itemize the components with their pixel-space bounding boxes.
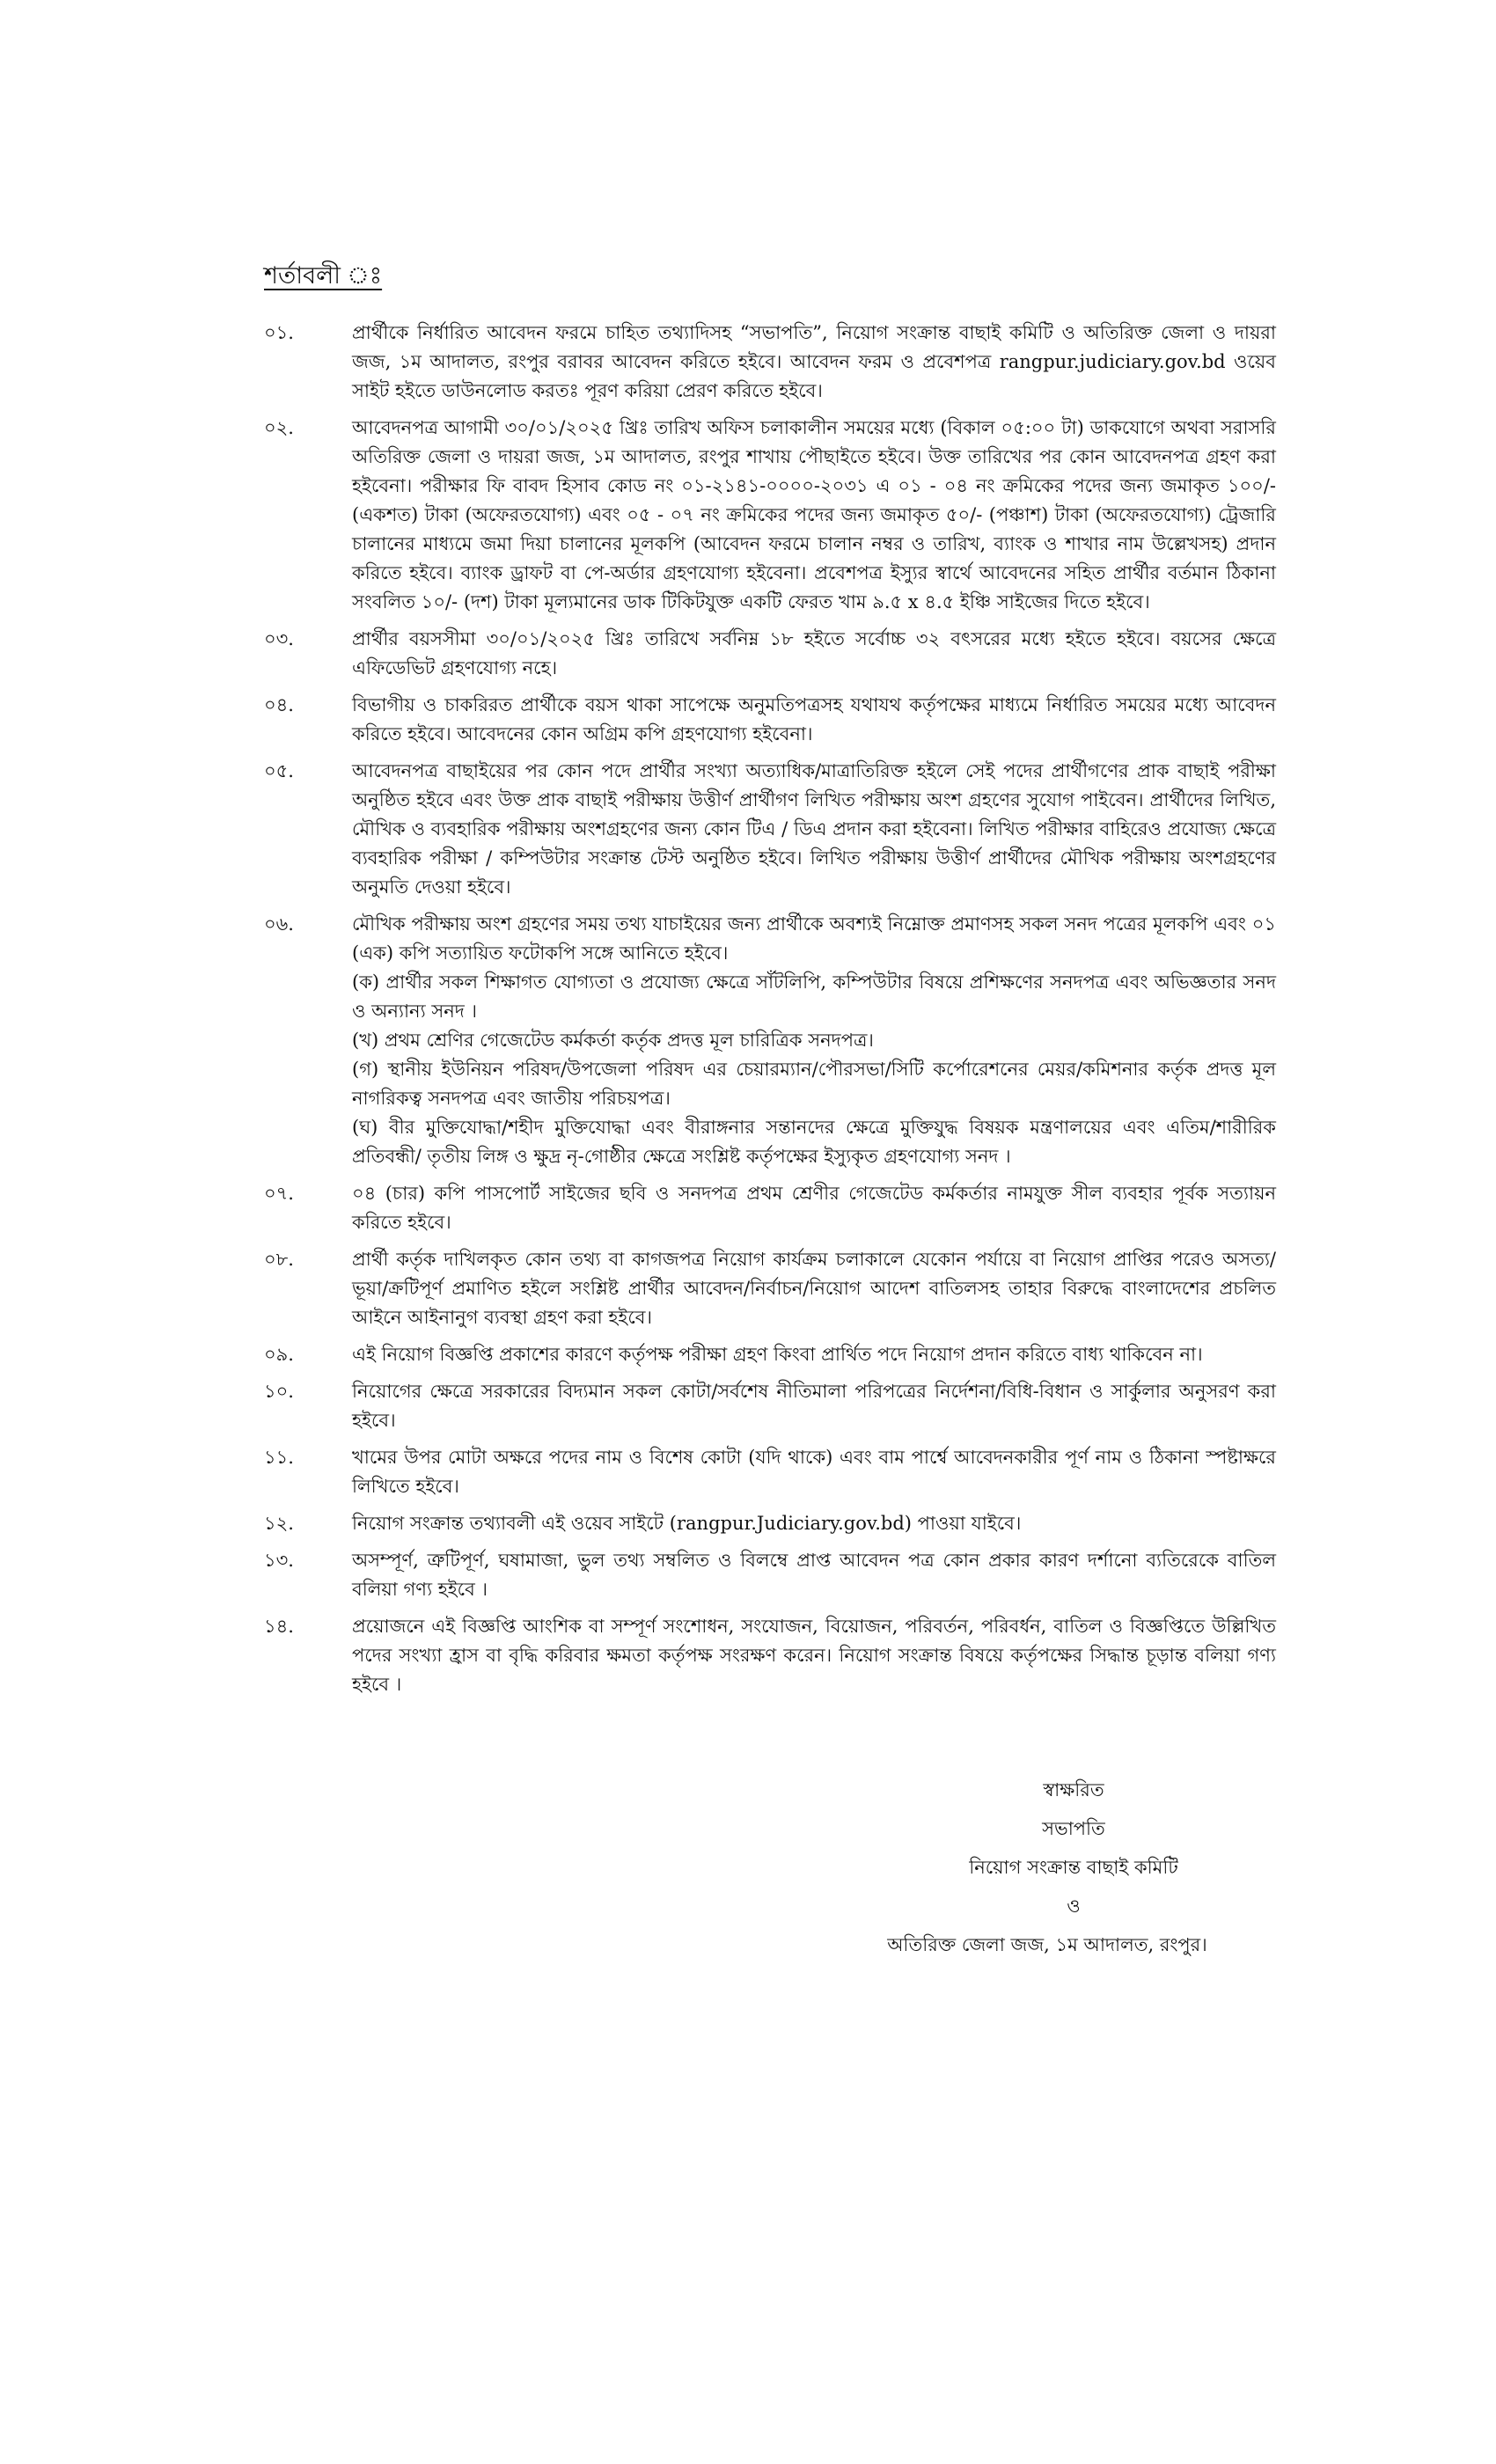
clause-09 bbox=[264, 1340, 1276, 1369]
clause-number: ০১. bbox=[264, 322, 294, 343]
clause-11 bbox=[264, 1443, 1276, 1501]
clause-number: ১১. bbox=[264, 1447, 294, 1468]
clause-04 bbox=[264, 691, 1276, 749]
clause-text: এই নিয়োগ বিজ্ঞপ্তি প্রকাশের কারণে কর্তৃপক্ষ পরীক্ষা গ্রহণ কিংবা প্রার্থিত পদে নিয়োগ প্রদান করিতে বাধ্য থাকিবেন না। bbox=[352, 1344, 1203, 1365]
clause-06 bbox=[264, 910, 1276, 1171]
signatory-conjunction: ও bbox=[1067, 1896, 1081, 1917]
clause-text: নিয়োগের ক্ষেত্রে সরকারের বিদ্যমান সকল কোটা/সর্বশেষ নীতিমালা পরিপত্রের নির্দেশনা/বিধি-বিধান ও সার্কুলার অনুসরণ করা হইবে। bbox=[352, 1381, 1276, 1431]
clause-body-group bbox=[352, 910, 1276, 1171]
clause-text: খামের উপর মোটা অক্ষরে পদের নাম ও বিশেষ কোটা (যদি থাকে) এবং বাম পার্শ্বে আবেদনকারীর পূর্ণ নাম ও ঠিকানা স্পষ্টাক্ষরে লিখিতে হইবে। bbox=[352, 1447, 1276, 1497]
clause-text: বিভাগীয় ও চাকরিরত প্রার্থীকে বয়স থাকা সাপেক্ষে অনুমতিপত্রসহ যথাযথ কর্তৃপক্ষের মাধ্যমে নির্ধারিত সময়ের মধ্যে আবেদন করিতে হইবে। আবেদনের কোন অগ্রিম কপি গ্রহণযোগ্য হইবেনা। bbox=[352, 694, 1276, 744]
clause-text: প্রার্থী কর্তৃক দাখিলকৃত কোন তথ্য বা কাগজপত্র নিয়োগ কার্যক্রম চলাকালে যেকোন পর্যায়ে বা নিয়োগ প্রাপ্তির পরেও অসত্য/ভূয়া/ক্রটিপূর্ণ প্রমাণিত হইলে সংশ্লিষ্ট প্রার্থীর আবেদন/নির্বাচন/নিয়োগ আদেশ বাতিলসহ তাহার বিরুদ্ধে বাংলাদেশের প্রচলিত আইনে আইনানুগ ব্যবস্থা গ্রহণ করা হইবে। bbox=[352, 1249, 1276, 1328]
signed-label: স্বাক্ষরিত bbox=[1043, 1779, 1104, 1800]
clause-02 bbox=[264, 414, 1276, 617]
conditions-heading: শর্তাবলী ঃ bbox=[264, 262, 383, 290]
clause-number: ০২. bbox=[264, 417, 294, 438]
clause-03 bbox=[264, 625, 1276, 683]
clause-number: ০৭. bbox=[264, 1183, 294, 1204]
clause-text: আবেদনপত্র বাছাইয়ের পর কোন পদে প্রার্থীর সংখ্যা অত্যাধিক/মাত্রাতিরিক্ত হইলে সেই পদের প্রার্থীগণের প্রাক বাছাই পরীক্ষা অনুষ্ঠিত হইবে এবং উক্ত প্রাক বাছাই পরীক্ষায় উত্তীর্ণ প্রার্থীগণ লিখিত পরীক্ষায় অংশ গ্রহণের সুযোগ পাইবেন। প্রার্থীদের লিখিত, মৌখিক ও ব্যবহারিক পরীক্ষায় অংশগ্রহণের জন্য কোন টিএ / ডিএ প্রদান করা হইবেনা। লিখিত পরীক্ষার বাহিরেও প্রযোজ্য ক্ষেত্রে ব্যবহারিক পরীক্ষা / কম্পিউটার সংক্রান্ত টেস্ট অনুষ্ঠিত হইবে। লিখিত পরীক্ষায় উত্তীর্ণ প্রার্থীদের মৌখিক পরীক্ষায় অংশগ্রহণের অনুমতি দেওয়া হইবে। bbox=[352, 760, 1276, 898]
clause-text: নিয়োগ সংক্রান্ত তথ্যাবলী এই ওয়েব সাইটে (rangpur.Judiciary.gov.bd) পাওয়া যাইবে। bbox=[352, 1513, 1022, 1534]
clause-number: ০৩. bbox=[264, 628, 294, 649]
clause-text: প্রার্থীর বয়সসীমা ৩০/০১/২০২৫ খ্রিঃ তারিখে সর্বনিম্ন ১৮ হইতে সর্বোচ্চ ৩২ বৎসরের মধ্যে হইতে হইবে। বয়সের ক্ষেত্রে এফিডেভিট গ্রহণযোগ্য নহে। bbox=[352, 628, 1276, 678]
clause-sub-item-gha: (ঘ) বীর মুক্তিযোদ্ধা/শহীদ মুক্তিযোদ্ধা এবং বীরাঙ্গনার সন্তানদের ক্ষেত্রে মুক্তিযুদ্ধ বিষয়ক মন্ত্রণালয়ের এবং এতিম/শারীরিক প্রতিবন্ধী/ তৃতীয় লিঙ্গ ও ক্ষুদ্র নৃ-গোষ্ঠীর ক্ষেত্রে সংশ্লিষ্ট কর্তৃপক্ষের ইস্যুকৃত গ্রহণযোগ্য সনদ । bbox=[352, 1117, 1276, 1167]
clause-sub-item-ga: (গ) স্থানীয় ইউনিয়ন পরিষদ/উপজেলা পরিষদ এর চেয়ারম্যান/পৌরসভা/সিটি কর্পোরেশনের মেয়র/কমিশনার কর্তৃক প্রদত্ত মূল নাগরিকত্ব সনদপত্র এবং জাতীয় পরিচয়পত্র। bbox=[352, 1059, 1276, 1109]
signatory-committee: নিয়োগ সংক্রান্ত বাছাই কমিটি bbox=[969, 1857, 1178, 1878]
clause-07 bbox=[264, 1179, 1276, 1237]
clause-text: প্রয়োজনে এই বিজ্ঞপ্তি আংশিক বা সম্পূর্ণ সংশোধন, সংযোজন, বিয়োজন, পরিবর্তন, পরিবর্ধন, বাতিল ও বিজ্ঞপ্তিতে উল্লিখিত পদের সংখ্যা হ্রাস বা বৃদ্ধি করিবার ক্ষমতা কর্তৃপক্ষ সংরক্ষণ করেন। নিয়োগ সংক্রান্ত বিষয়ে কর্তৃপক্ষের সিদ্ধান্ত চূড়ান্ত বলিয়া গণ্য হইবে । bbox=[352, 1616, 1276, 1695]
clause-text: আবেদনপত্র আগামী ৩০/০১/২০২৫ খ্রিঃ তারিখ অফিস চলাকালীন সময়ের মধ্যে (বিকাল ০৫:০০ টা) ডাকযোগে অথবা সরাসরি অতিরিক্ত জেলা ও দায়রা জজ, ১ম আদালত, রংপুর শাখায় পৌছাইতে হইবে। উক্ত তারিখের পর কোন আবেদনপত্র গ্রহণ করা হইবেনা। পরীক্ষার ফি বাবদ হিসাব কোড নং ০১-২১৪১-০০০০-২০৩১ এ ০১ - ০৪ নং ক্রমিকের পদের জন্য জমাকৃত ১০০/- (একশত) টাকা (অফেরতযোগ্য) এবং ০৫ - ০৭ নং ক্রমিকের পদের জন্য জমাকৃত ৫০/- (পঞ্চাশ) টাকা (অফেরতযোগ্য) ট্রেজারি চালানের মাধ্যমে জমা দিয়া চালানের মূলকপি (আবেদন ফরমে চালান নম্বর ও তারিখ, ব্যাংক ও শাখার নাম উল্লেখসহ) প্রদান করিতে হইবে। ব্যাংক ড্রাফট বা পে-অর্ডার গ্রহণযোগ্য হইবেনা। প্রবেশপত্র ইস্যুর স্বার্থে আবেদনের সহিত প্রার্থীর বর্তমান ঠিকানা সংবলিত ১০/- (দশ) টাকা মূল্যমানের ডাক টিকিটযুক্ত একটি ফেরত খাম ৯.৫ x ৪.৫ ইঞ্চি সাইজের দিতে হইবে। bbox=[352, 417, 1276, 612]
clause-05 bbox=[264, 757, 1276, 902]
clause-number: ১৩. bbox=[264, 1550, 294, 1571]
clause-number: ০৬. bbox=[264, 913, 294, 935]
clause-number: ১০. bbox=[264, 1381, 294, 1402]
clause-sub-item-kha: (খ) প্রথম শ্রেণির গেজেটেড কর্মকর্তা কর্তৃক প্রদত্ত মূল চারিত্রিক সনদপত্র। bbox=[352, 1030, 874, 1051]
clause-number: ০৪. bbox=[264, 694, 294, 715]
clause-text: অসম্পূর্ণ, ত্রুটিপূর্ণ, ঘষামাজা, ভুল তথ্য সম্বলিত ও বিলম্বে প্রাপ্ত আবেদন পত্র কোন প্রকার কারণ দর্শানো ব্যতিরেকে বাতিল বলিয়া গণ্য হইবে । bbox=[352, 1550, 1276, 1600]
clause-number: ০৮. bbox=[264, 1249, 294, 1270]
clause-13 bbox=[264, 1546, 1276, 1604]
clause-number: ০৫. bbox=[264, 760, 294, 781]
signature-block bbox=[880, 1771, 1267, 1964]
clause-10 bbox=[264, 1377, 1276, 1435]
clause-number: ০৯. bbox=[264, 1344, 294, 1365]
clause-01 bbox=[264, 319, 1276, 406]
clause-12 bbox=[264, 1509, 1276, 1538]
clause-text: প্রার্থীকে নির্ধারিত আবেদন ফরমে চাহিত তথ্যাদিসহ “সভাপতি”, নিয়োগ সংক্রান্ত বাছাই কমিটি ও অতিরিক্ত জেলা ও দায়রা জজ, ১ম আদালত, রংপুর বরাবর আবেদন করিতে হইবে। আবেদন ফরম ও প্রবেশপত্র rangpur.judiciary.gov.bd ওয়েব সাইট হইতে ডাউনলোড করতঃ পূরণ করিয়া প্রেরণ করিতে হইবে। bbox=[352, 322, 1276, 401]
clause-sub-item-ka: (ক) প্রার্থীর সকল শিক্ষাগত যোগ্যতা ও প্রযোজ্য ক্ষেত্রে সাঁটলিপি, কম্পিউটার বিষয়ে প্রশিক্ষণের সনদপত্র এবং অভিজ্ঞতার সনদ ও অন্যান্য সনদ । bbox=[352, 972, 1276, 1022]
conditions-list bbox=[264, 319, 1276, 1707]
clause-number: ১২. bbox=[264, 1513, 294, 1534]
clause-number: ১৪. bbox=[264, 1616, 294, 1637]
signatory-office: অতিরিক্ত জেলা জজ, ১ম আদালত, রংপুর। bbox=[887, 1934, 1207, 1955]
signatory-title: সভাপতি bbox=[1042, 1818, 1105, 1839]
clause-text: ০৪ (চার) কপি পাসপোর্ট সাইজের ছবি ও সনদপত্র প্রথম শ্রেণীর গেজেটেড কর্মকর্তার নামযুক্ত সীল ব্যবহার পূর্বক সত্যায়ন করিতে হইবে। bbox=[352, 1183, 1276, 1233]
clause-14 bbox=[264, 1612, 1276, 1699]
clause-text: মৌখিক পরীক্ষায় অংশ গ্রহণের সময় তথ্য যাচাইয়ের জন্য প্রার্থীকে অবশ্যই নিম্নোক্ত প্রমাণসহ সকল সনদ পত্রের মূলকপি এবং ০১ (এক) কপি সত্যায়িত ফটোকপি সঙ্গে আনিতে হইবে। bbox=[352, 913, 1276, 964]
clause-08 bbox=[264, 1245, 1276, 1332]
